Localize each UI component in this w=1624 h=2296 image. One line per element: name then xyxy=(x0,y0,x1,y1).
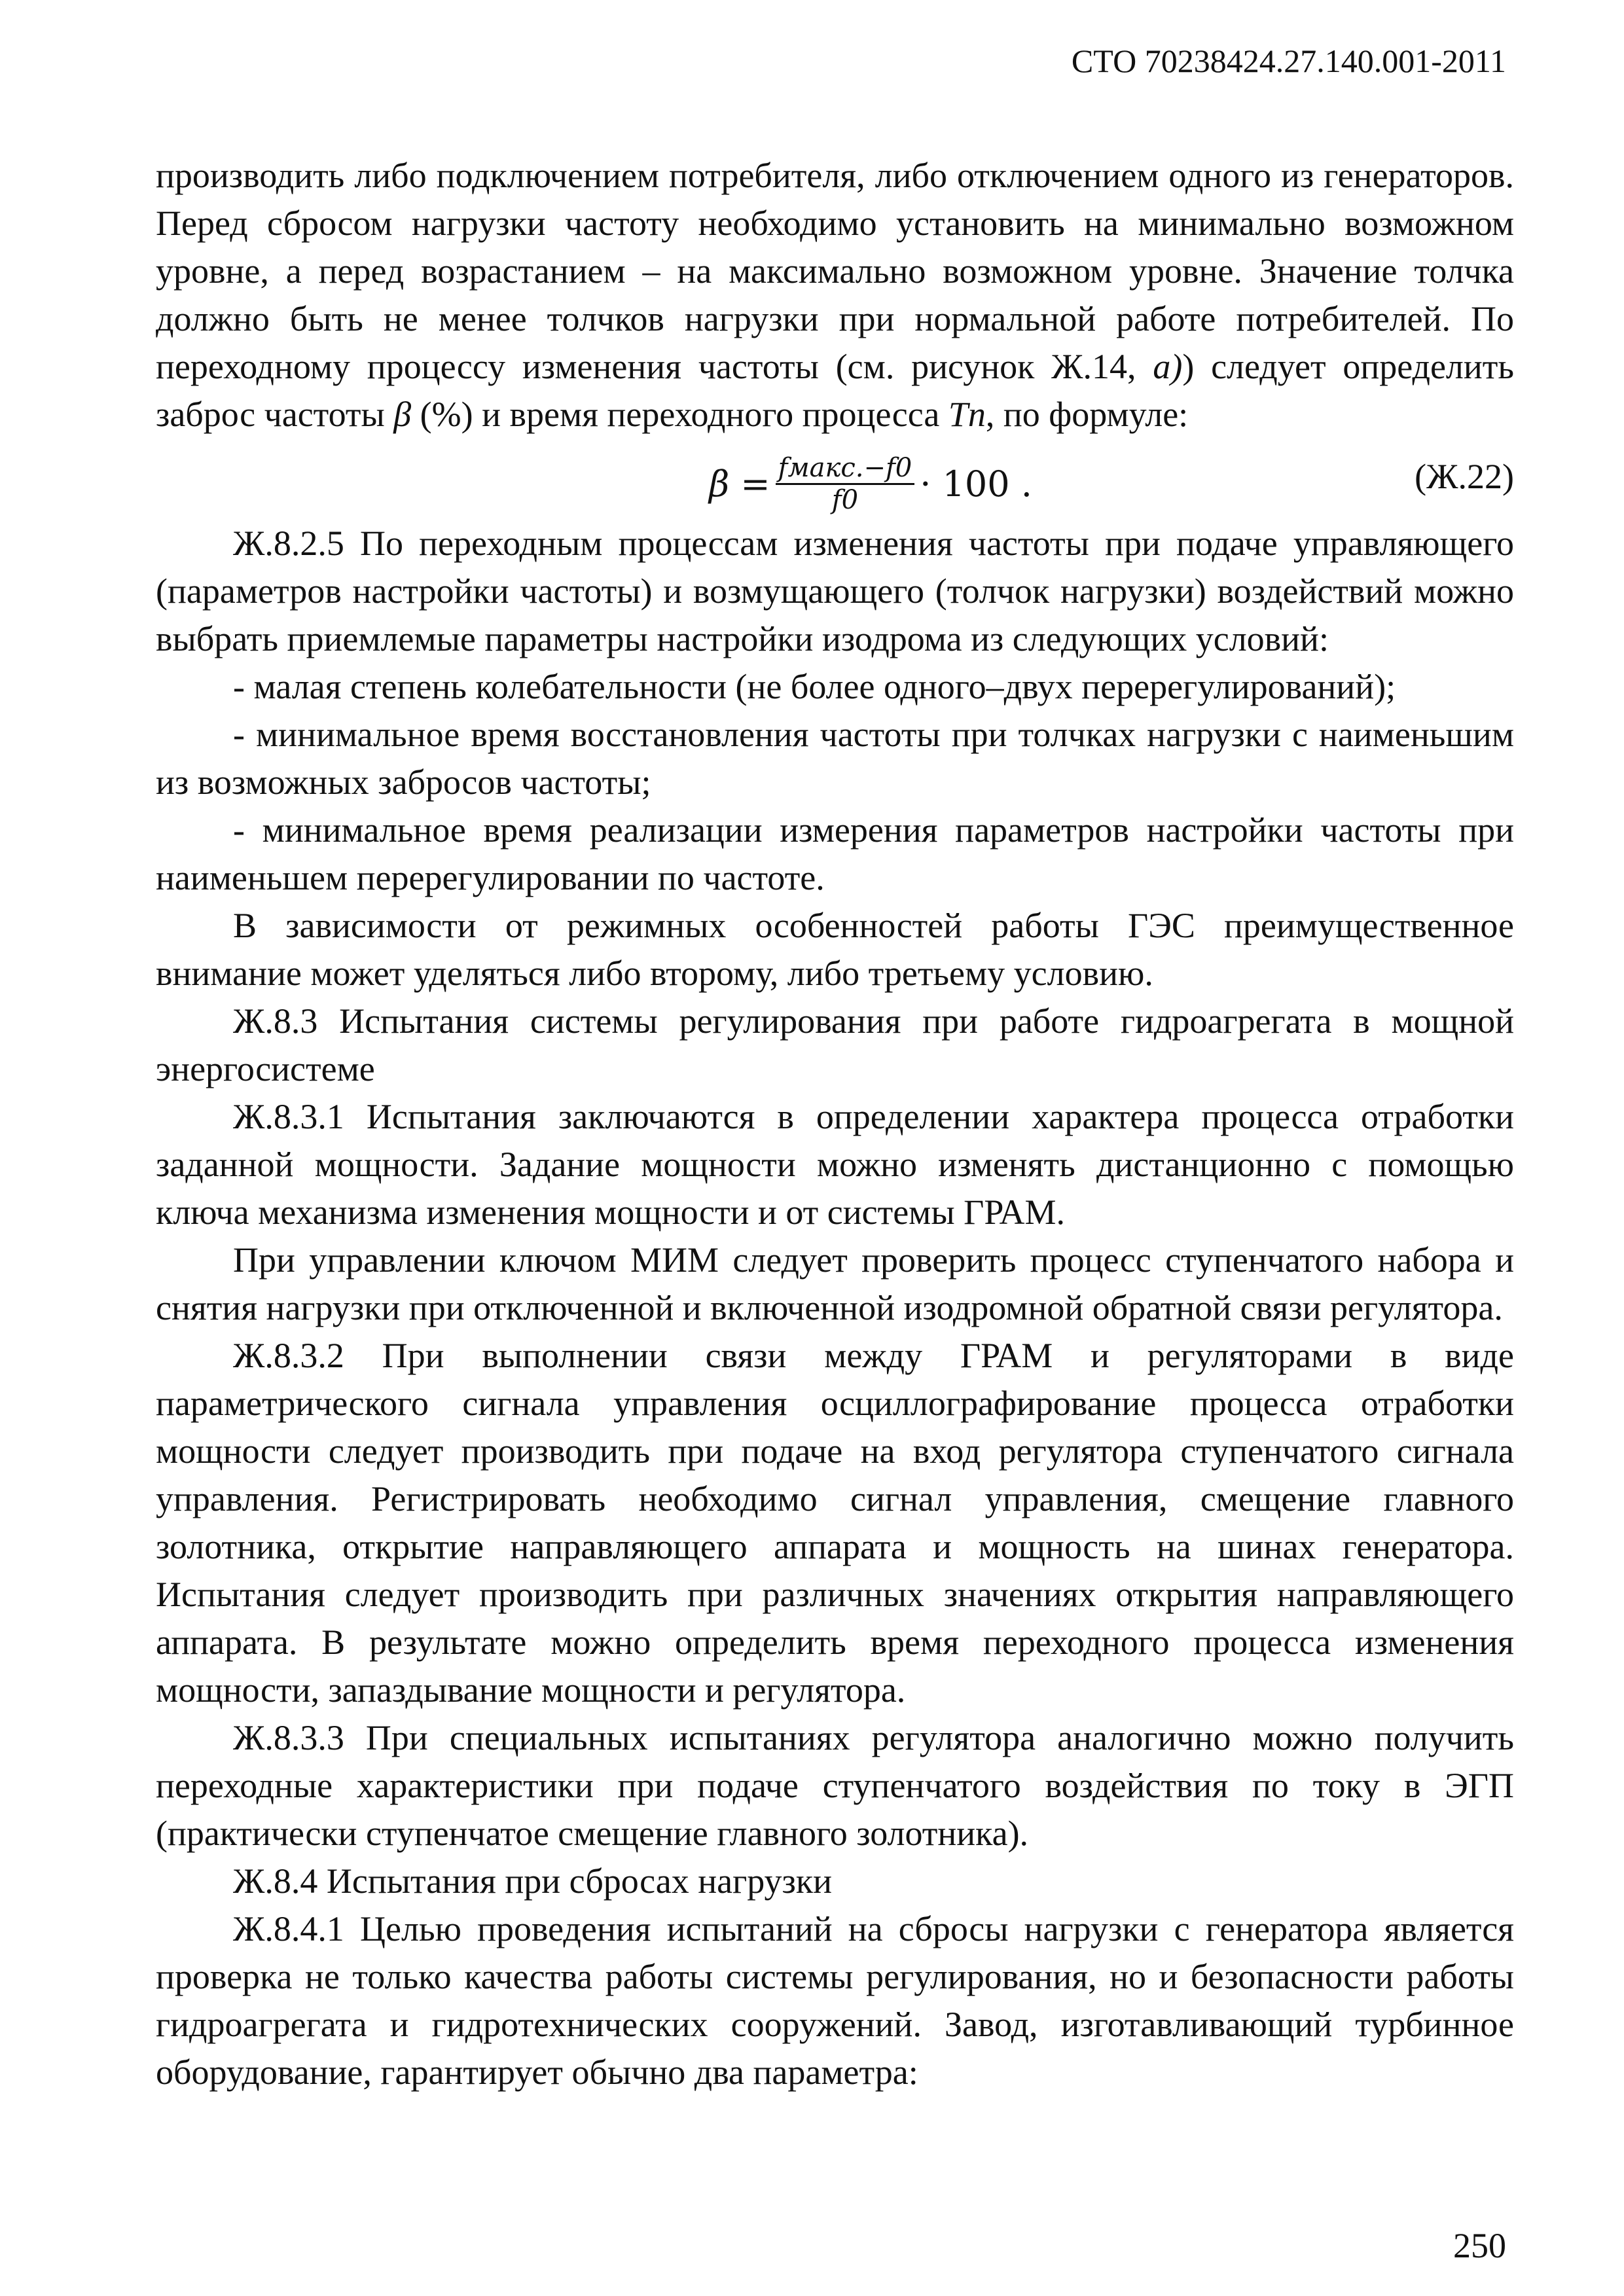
beta-symbol: β xyxy=(393,395,412,434)
formula-rhs: · 100 . xyxy=(920,463,1032,505)
list-item: - минимальное время реализации измерения параметров настройки частоты при наименьшем перерегулировании по частоте. xyxy=(156,810,1514,897)
paragraph-zh832: Ж.8.3.2 При выполнении связи между ГРАМ и регуляторами в виде параметрического сигнала управления осциллографирование процесса отработки мощности следует производить при подаче на вход регулятора ступенчатого сигнала управления. Регистрировать необходимо сигнал управления, смещение главного золотника, открытие направляющего аппарата и мощность на шинах генератора. Испытания следует производить при различных значениях открытия направляющего аппарата. В результате можно определить время переходного процесса изменения мощности, запаздывание мощности и регулятора. xyxy=(156,1336,1514,1710)
paragraph-zh833: Ж.8.3.3 При специальных испытаниях регулятора аналогично можно получить переходные характеристики при подаче ступенчатого воздействия по току в ЭГП (практически ступенчатое смещение главного золотника). xyxy=(156,1718,1514,1853)
list-item: - минимальное время восстановления частоты при толчках нагрузки с наименьшим из возможных забросов частоты; xyxy=(156,715,1514,802)
paragraph-intro-cont: ) следует определить заброс частоты xyxy=(156,347,1515,434)
formula-fraction xyxy=(776,453,915,515)
paragraph-intro-end: , по формуле: xyxy=(985,395,1189,434)
paragraph-ges: В зависимости от режимных особенностей работы ГЭС преимущественное внимание может уделяться либо второму, либо третьему условию. xyxy=(156,906,1514,993)
formula-lhs: β = xyxy=(709,463,770,505)
figure-ref-a: а) xyxy=(1153,347,1183,386)
section-heading-zh84: Ж.8.4 Испытания при сбросах нагрузки xyxy=(233,1861,832,1901)
formula-zh22 xyxy=(156,439,1514,520)
formula-denominator: f0 xyxy=(831,485,859,515)
paragraph-intro xyxy=(156,152,1514,439)
formula-numerator: fмакс.−f0 xyxy=(776,453,915,485)
formula-label: (Ж.22) xyxy=(1415,457,1514,496)
page-number: 250 xyxy=(1453,2226,1506,2265)
paragraph-intro-cont2: (%) и время переходного процесса xyxy=(411,395,940,434)
paragraph-zh831: Ж.8.3.1 Испытания заключаются в определении характера процесса отработки заданной мощности. Задание мощности можно изменять дистанционно с помощью ключа механизма изменения мощности и от системы ГРАМ. xyxy=(156,1097,1514,1232)
document-code-header: СТО 70238424.27.140.001-2011 xyxy=(1071,43,1506,79)
paragraph-zh825: Ж.8.2.5 По переходным процессам изменения частоты при подаче управляющего (параметров настройки частоты) и возмущающего (толчок нагрузки) воздействий можно выбрать приемлемые параметры настройки изодрома из следующих условий: xyxy=(156,524,1514,658)
tn-symbol: Tn xyxy=(948,395,986,434)
paragraph-intro-text: производить либо подключением потребителя, либо отключением одного из генераторов. Перед сбросом нагрузки частоту необходимо установить на минимально возможном уровне, а перед возрастанием – на максимально возможном уровне. Значение толчка должно быть не менее толчков нагрузки при нормальной работе потребителей. По переходному процессу изменения частоты (см. рисунок Ж.14, xyxy=(156,156,1514,386)
paragraph-zh841: Ж.8.4.1 Целью проведения испытаний на сбросы нагрузки с генератора является проверка не только качества работы системы регулирования, но и безопасности работы гидроагрегата и гидротехнических сооружений. Завод, изготавливающий турбинное оборудование, гарантирует обычно два параметра: xyxy=(156,1909,1514,2092)
document-body xyxy=(156,152,1514,2096)
paragraph-mim: При управлении ключом МИМ следует проверить процесс ступенчатого набора и снятия нагрузки при отключенной и включенной изодромной обратной связи регулятора. xyxy=(156,1240,1514,1327)
formula-expression xyxy=(709,453,1032,515)
list-item: - малая степень колебательности (не более одного–двух перерегулирований); xyxy=(233,667,1396,706)
section-heading-zh83: Ж.8.3 Испытания системы регулирования при работе гидроагрегата в мощной энергосистеме xyxy=(156,1001,1514,1088)
